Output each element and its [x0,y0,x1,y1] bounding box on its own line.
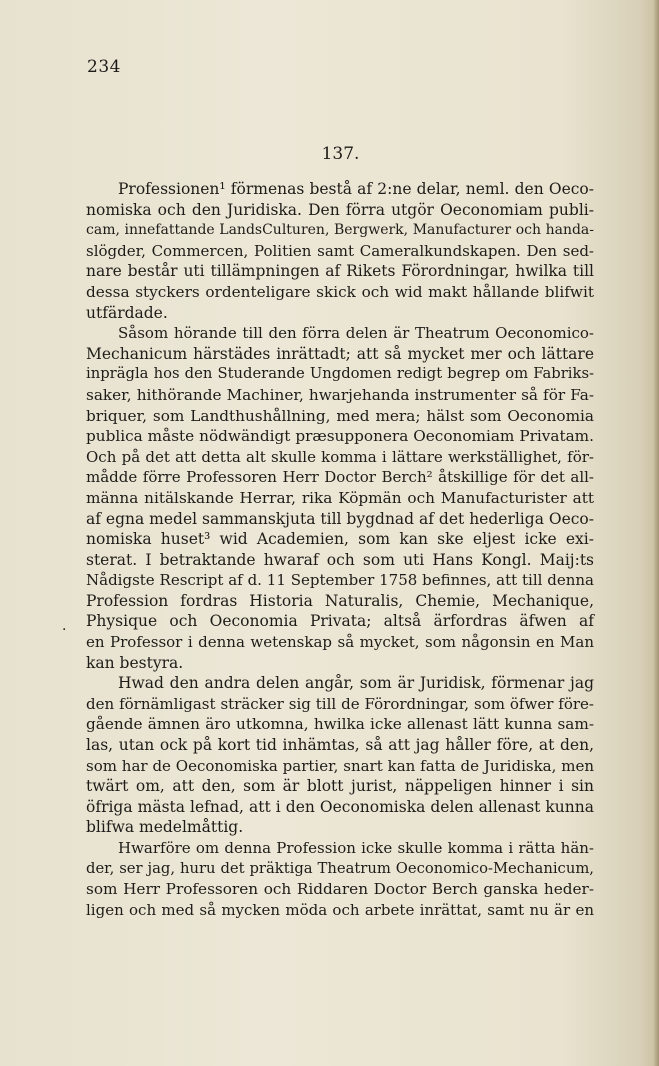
text-line: Mechanicum härstädes inrättadt; att så mycket mer och lättare [86,344,594,363]
text-line: cam, innefattande LandsCulturen, Bergwerk, Manufacturer och handa- [86,222,594,239]
text-line: Nådigste Rescript af d. 11 September 1758 befinnes, att till denna [86,571,594,590]
margin-mark: · [62,622,67,638]
text-line: som har de Oeconomiska partier, snart kan fatta de Juridiska, men [86,756,594,775]
text-line: Professionen¹ förmenas bestå af 2:ne delar, neml. den Oeco- [118,180,594,198]
text-line: saker, hithörande Machiner, hwarjehanda instrumenter så för Fa- [86,385,594,404]
text-line: kan bestyra. [86,653,184,672]
text-line: dessa styckers ordenteligare skick och wid makt hållande blifwit [86,282,594,301]
text-line: gående ämnen äro utkomna, hwilka icke allenast lätt kunna sam- [86,715,594,734]
text-line: nare består uti tillämpningen af Rikets Förordningar, hwilka till [86,262,594,281]
text-line: utfärdade. [86,303,168,322]
text-line: männa nitälskande Herrar, rika Köpmän och Manufacturister att [86,488,594,507]
text-line: öfriga mästa lefnad, att i den Oeconomiska delen allenast kunna [86,797,594,816]
text-line: Hwad den andra delen angår, som är Juridisk, förmenar jag [118,674,594,693]
text-line: af egna medel sammanskjuta till bygdnad af det hederliga Oeco- [86,509,594,528]
text-line: en Professor i denna wetenskap så mycket, som någonsin en Man [86,633,594,652]
text-line: der, ser jag, huru det präktiga Theatrum Oeconomico-Mechanicum, [86,859,594,877]
text-line: Physique och Oeconomia Privata; altså ärfordras äfwen af [86,612,594,631]
text-line: som Herr Professoren och Riddaren Doctor Berch ganska heder- [86,880,594,899]
text-line: Såsom hörande till den förra delen är Theatrum Oeconomico- [118,324,594,343]
text-line: Profession fordras Historia Naturalis, Chemie, Mechanique, [86,591,594,610]
text-line: den förnämligast sträcker sig till de Förordningar, som öfwer före- [86,694,594,713]
page-number: 234 [87,57,121,77]
text-line: las, utan ock på kort tid inhämtas, så att jag håller före, at den, [86,736,594,755]
text-line: mådde förre Professoren Herr Doctor Berch² åtskillige för det all- [86,468,594,487]
text-line: ligen och med så mycken möda och arbete inrättat, samt nu är en [86,900,594,919]
text-line: blifwa medelmåttig. [86,818,244,837]
text-line: publica måste nödwändigt præsupponera Oeconomiam Privatam. [86,427,594,446]
text-line: briquer, som Landthushållning, med mera; hälst som Oeconomia [86,406,594,425]
text-line: nomiska och den Juridiska. Den förra utgör Oeconomiam publi- [86,200,594,219]
text-line: Och på det att detta alt skulle komma i lättare werkställighet, för- [86,447,594,466]
text-line: inprägla hos den Studerande Ungdomen redigt begrep om Fabriks- [86,365,594,383]
text-line: slögder, Commercen, Politien samt Cameralkundskapen. Den sed- [86,241,594,260]
text-line: sterat. I betraktande hwaraf och som uti Hans Kongl. Maij:ts [86,550,594,569]
section-number: 137. [321,144,360,164]
text-line: nomiska huset³ wid Academien, som kan ske eljest icke exi- [86,530,594,549]
body-text [86,179,594,920]
text-line: Hwarföre om denna Profession icke skulle komma i rätta hän- [118,839,594,857]
text-line: twärt om, att den, som är blott jurist, näppeligen hinner i sin [86,777,594,796]
